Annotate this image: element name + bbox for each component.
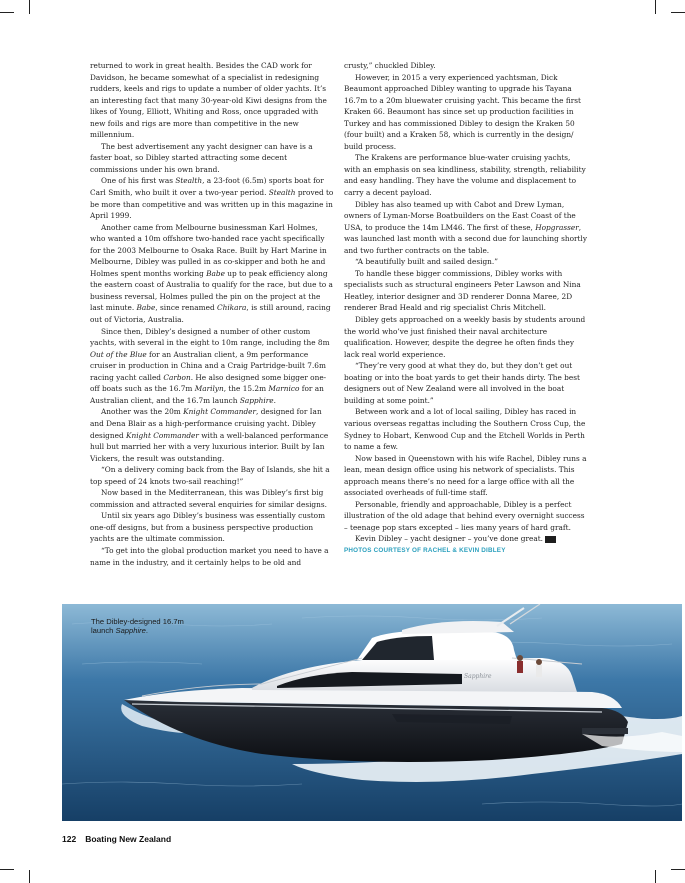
text-run: launch xyxy=(91,626,116,635)
boat-name: Hopgrasser xyxy=(535,222,579,232)
paragraph xyxy=(90,175,334,221)
paragraph: However, in 2015 a very experienced yachtsman, Dick Beaumont approached Dibley wanting to upgrade his Tayana 16.7m to a 20m bluewater cruising yacht. This became the first Kraken 66. Beaumont has since set up production facilities in Turkey and has commissioned Dibley to design the Kraken 50 (four built) and a Kraken 58, which is currently in the design/ build process. xyxy=(344,72,581,151)
text-run: Since then, Dibley’s designed a number of other custom yachts, with several in the eight to 10m range, including the 8m xyxy=(90,326,330,348)
boat-name: Babe xyxy=(206,268,225,278)
paragraph: Now based in Queenstown with his wife Rachel, Dibley runs a lean, mean design office using his network of specialists. This approach means there’s no need for a large office with all the associated overheads of full-time staff. xyxy=(344,453,587,498)
text-run: . xyxy=(145,626,149,635)
paragraph: “To get into the global production market you need to have a name in the industry, and it certainly helps to be old and xyxy=(90,545,329,567)
text-run: . xyxy=(273,395,276,405)
caption-line: The Dibley-designed 16.7m xyxy=(91,617,184,626)
paragraph: “They’re very good at what they do, but they don’t get out boating or into the boat yards to get their hands dirty. The best designers out of New Zealand were all involved in the boat building at some point.” xyxy=(344,361,580,405)
boat-name: Carbon xyxy=(163,372,191,382)
text-run: One of his first was xyxy=(101,176,176,186)
person-figure xyxy=(536,659,542,665)
crop-mark xyxy=(29,870,30,883)
boat-name: Out of the Blue xyxy=(90,349,147,359)
boat-name: Sapphire xyxy=(239,395,274,405)
article-column-right xyxy=(344,60,588,557)
text-run: proved to be more than competitive and was written up in this magazine in April 1999. xyxy=(90,188,334,221)
text-run: , designed for Ian and Dena Blair as a high-performance cruising yacht. Dibley designed xyxy=(90,407,322,440)
boat-name: Chikara xyxy=(216,303,247,313)
boat-photo xyxy=(62,604,682,821)
crop-mark xyxy=(655,870,656,883)
launch-illustration xyxy=(62,604,682,821)
crop-mark xyxy=(29,0,30,14)
boat-name: Knight Commander xyxy=(183,407,257,417)
text-run: , since renamed xyxy=(155,303,217,313)
text-run: for an Australian client, a 9m performance cruiser in production in China and a Craig Partridge-built 7.6m racing yacht called xyxy=(90,349,326,382)
text-run: , was launched last month with a second due for launching shortly and two further contracts on the table. xyxy=(344,222,587,255)
swim-platform xyxy=(582,728,628,734)
text-run: , a 23-foot (6.5m) sports boat for Carl Smith, who built it over a two-year period. xyxy=(90,176,324,198)
boat-name: Sapphire xyxy=(115,626,146,635)
crop-mark xyxy=(671,12,685,13)
person-figure xyxy=(517,661,523,673)
hull-name-text: Sapphire xyxy=(464,673,492,680)
crop-mark xyxy=(655,0,656,14)
photo-credit: PHOTOS COURTESY OF RACHEL & KEVIN DIBLEY xyxy=(344,546,506,554)
paragraph xyxy=(90,222,334,326)
text-run: , is still around, racing out of Victoria, Australia. xyxy=(90,303,331,325)
paragraph: Until six years ago Dibley’s business was essentially custom one-off designs, but from a business perspective production yachts are the ultimate commission. xyxy=(90,511,326,544)
article-column-left xyxy=(90,60,334,568)
paragraph xyxy=(344,533,588,545)
text-run: with a well-balanced performance hull but married her with a very luxurious interior. Built by Ian Vickers, the result was outstanding. xyxy=(90,430,329,463)
crop-mark xyxy=(671,869,685,870)
paragraph: Now based in the Mediterranean, this was Dibley’s first big commission and attracted several enquiries for similar designs. xyxy=(90,488,327,509)
magazine-name: Boating New Zealand xyxy=(85,834,172,844)
paragraph: To handle these bigger commissions, Dibley works with specialists such as structural engineers Peter Lawson and Nina Heatley, interior designer and 3D renderer Donna Maree, 2D renderer Brad Heald and rig specialist Chris Mitchell. xyxy=(344,268,581,313)
paragraph xyxy=(344,199,588,257)
paragraph: crusty,” chuckled Dibley. xyxy=(344,61,436,70)
text-run: Another came from Melbourne businessman Karl Holmes, who wanted a 10m offshore two-handed race yacht specifically for the 2003 Melbourne to Osaka Race. Built by Hart Marine in Melbourne, Dibley was pulled in as co-skipper and both he and Holmes spent months working xyxy=(90,222,327,278)
person-figure xyxy=(536,665,542,677)
paragraph: The Krakens are performance blue-water cruising yachts, with an emphasis on sea kindliness, stability, strength, reliability and easy handling. They have the volume and displacement to carry a decent payload. xyxy=(344,153,586,198)
boat-name: Knight Commander xyxy=(125,430,199,440)
text-run: Another was the 20m xyxy=(101,407,184,417)
boat-name: Stealth xyxy=(268,188,296,198)
paragraph: returned to work in great health. Besides the CAD work for Davidson, he became somewhat of a specialist in redesigning rudders, keels and rigs to update a number of older yachts. It’s an interesting fact that many 30-year-old Kiwi designs from the likes of Young, Elliott, Whiting and Ross, once upgraded with new foils and rigs are more than competitive in the new millennium. xyxy=(90,61,327,140)
text-run: Dibley has also teamed up with Cabot and Drew Lyman, owners of Lyman-Morse Boatbuilders on the East Coast of the USA, to produce the 14m LM46. The first of these, xyxy=(344,199,576,232)
boat-name: Stealth xyxy=(175,176,203,186)
end-mark-icon: BNZ xyxy=(545,536,556,543)
paragraph xyxy=(90,326,334,407)
page-footer xyxy=(62,834,171,844)
photo-caption xyxy=(91,617,184,635)
page-number: 122 xyxy=(62,834,77,844)
crop-mark xyxy=(0,12,14,13)
paragraph: The best advertisement any yacht designer can have is a faster boat, so Dibley started attracting some decent commissions under his own brand. xyxy=(90,141,313,174)
paragraph xyxy=(90,406,334,464)
crop-mark xyxy=(0,869,14,870)
paragraph: “A beautifully built and sailed design.” xyxy=(355,257,498,267)
paragraph: Between work and a lot of local sailing, Dibley has raced in various overseas regattas including the Southern Cross Cup, the Sydney to Hobart, Kenwood Cup and the Etchell Worlds in Perth to name a few. xyxy=(344,407,586,452)
text-run: . He also designed some bigger one-off boats such as the 16.7m xyxy=(90,372,327,394)
text-run: Kevin Dibley – yacht designer – you’ve done great. xyxy=(355,534,543,544)
paragraph: Personable, friendly and approachable, Dibley is a perfect illustration of the old adage that behind every overnight success – teenage pop stars excepted – lies many years of hard graft. xyxy=(344,499,585,532)
paragraph: “On a delivery coming back from the Bay of Islands, she hit a top speed of 24 knots two-sail reaching!” xyxy=(90,465,330,486)
boat-name: Marnico xyxy=(268,384,300,394)
paragraph: Dibley gets approached on a weekly basis by students around the world who’ve just finished their naval architecture qualification. However, despite the degree he often finds they lack real world experience. xyxy=(344,315,586,359)
boat-name: Marilyn xyxy=(194,384,224,394)
text-run: , the 15.2m xyxy=(223,384,269,394)
boat-name: Babe xyxy=(136,303,156,313)
caption-line xyxy=(91,626,184,635)
person-figure xyxy=(517,655,523,661)
text-run: up to peak efficiency along the eastern coast of Australia to qualify for the race, but due to a business reversal, Holmes pulled the pin on the project at the last minute. xyxy=(90,268,333,313)
text-run: for an Australian client, and the 16.7m launch xyxy=(90,384,324,405)
